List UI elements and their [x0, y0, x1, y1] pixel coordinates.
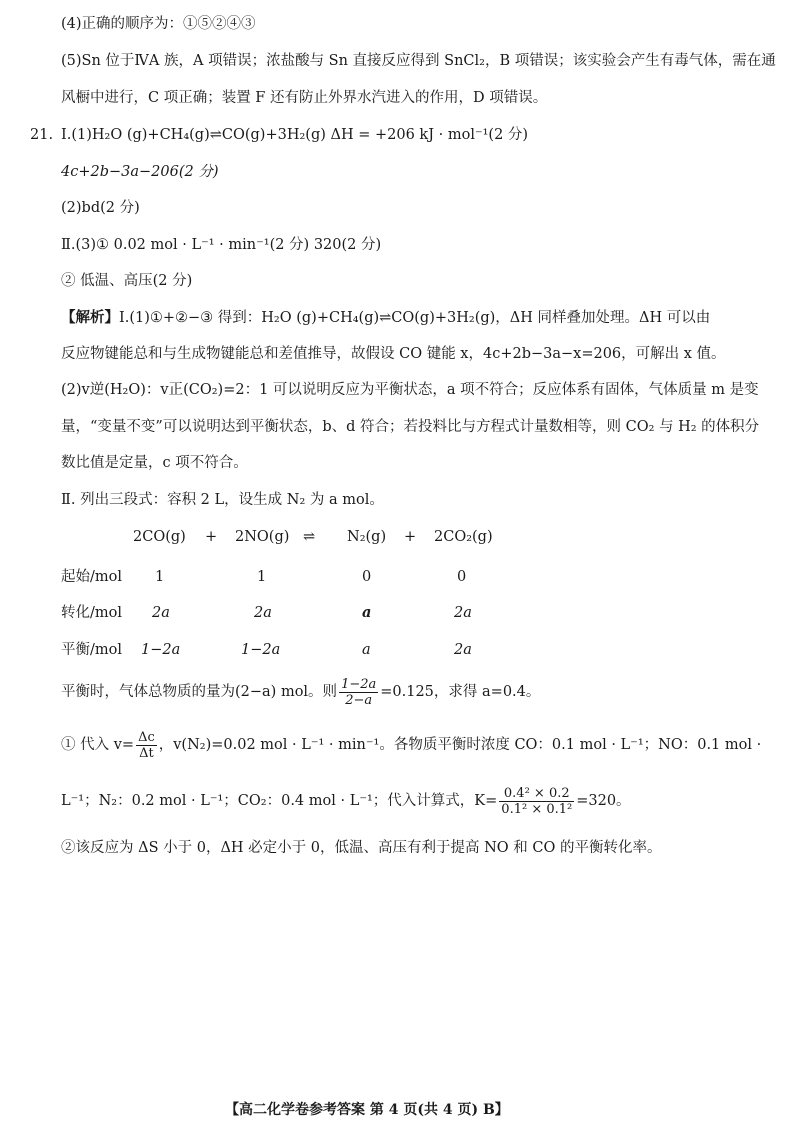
fraction-numerator: 0.4² × 0.2: [499, 786, 574, 802]
fraction-denominator: 0.1² × 0.1²: [501, 801, 573, 817]
q21-answer-4: Ⅱ.(3)① 0.02 mol · L⁻¹ · min⁻¹(2 分) 320(2 分): [61, 237, 382, 253]
table-row-label: 起始/mol: [61, 569, 123, 585]
table-cell: 2a: [454, 642, 472, 658]
equation-text: L⁻¹；N₂：0.2 mol · L⁻¹；CO₂：0.4 mol · L⁻¹；代入计算式，K=: [61, 793, 498, 809]
analysis-line-5: 数比值是定量，c 项不符合。: [61, 455, 248, 471]
table-cell: 0: [457, 569, 467, 585]
table-cell: 0: [362, 569, 372, 585]
q21-answer-1: Ⅰ.(1)H₂O (g)+CH₄(g)⇌CO(g)+3H₂(g) ΔH = +206 kJ · mol⁻¹(2 分): [61, 127, 529, 143]
table-row-label: 平衡/mol: [61, 642, 123, 658]
fraction: [499, 786, 574, 817]
fraction-denominator: 2−a: [345, 692, 373, 708]
table-header-arrow: ⇌: [303, 529, 316, 545]
equation-text: 平衡时，气体总物质的量为(2−a) mol。则: [61, 684, 338, 700]
table-header-n2: N₂(g): [347, 529, 387, 545]
table-cell: 2a: [254, 605, 272, 621]
fraction: [136, 730, 157, 761]
fraction-numerator: Δc: [138, 729, 155, 745]
table-header-plus-2: +: [404, 529, 417, 545]
equation-rate: [61, 725, 761, 765]
analysis-line-2: 反应物键能总和与生成物键能总和差值推导，故假设 CO 键能 x，4c+2b−3a−x=206，可解出 x 值。: [61, 346, 726, 362]
table-cell: a: [362, 642, 371, 658]
answer-4: (4)正确的顺序为：①⑤②④③: [61, 16, 256, 32]
table-cell: 2a: [152, 605, 170, 621]
table-cell: 2a: [454, 605, 472, 621]
question-21-number: 21.: [30, 127, 54, 143]
q21-answer-5: ② 低温、高压(2 分): [61, 273, 193, 289]
equation-text: ，v(N₂)=0.02 mol · L⁻¹ · min⁻¹。各物质平衡时浓度 CO：0.1 mol · L⁻¹；NO：0.1 mol ·: [158, 737, 762, 753]
page-footer: 【高二化学卷参考答案 第 4 页(共 4 页) B】: [225, 1102, 509, 1118]
equation-text: ① 代入 v=: [61, 737, 135, 753]
answer-5-line2: 风橱中进行，C 项正确；装置 F 还有防止外界水汽进入的作用，D 项错误。: [61, 90, 548, 106]
analysis-text-1: Ⅰ.(1)①+②−③ 得到：H₂O (g)+CH₄(g)⇌CO(g)+3H₂(g)，ΔH 同样叠加处理。ΔH 可以由: [119, 310, 711, 326]
analysis-final: ②该反应为 ΔS 小于 0，ΔH 必定小于 0，低温、高压有利于提高 NO 和 CO 的平衡转化率。: [61, 840, 662, 856]
analysis-line-3: (2)v逆(H₂O)：v正(CO₂)=2：1 可以说明反应为平衡状态，a 项不符合；反应体系有固体，气体质量 m 是变: [61, 382, 759, 398]
analysis-line-1: [61, 308, 710, 328]
table-header-co2: 2CO₂(g): [434, 529, 493, 545]
analysis-line-4: 量，“变量不变”可以说明达到平衡状态，b、d 符合；若投料比与方程式计量数相等，则 CO₂ 与 H₂ 的体积分: [61, 419, 760, 435]
table-cell: 1: [155, 569, 165, 585]
fraction: [339, 677, 378, 708]
table-cell: 1−2a: [241, 642, 281, 658]
answer-5-line1: (5)Sn 位于ⅣA 族，A 项错误；浓盐酸与 Sn 直接反应得到 SnCl₂，B 项错误；该实验会产生有毒气体，需在通: [61, 53, 776, 69]
table-cell: 1−2a: [141, 642, 181, 658]
table-header-plus-1: +: [205, 529, 218, 545]
equation-text: =0.125，求得 a=0.4。: [380, 684, 541, 700]
fraction-denominator: Δt: [139, 745, 154, 761]
q21-answer-3: (2)bd(2 分): [61, 200, 140, 216]
table-cell: 1: [257, 569, 267, 585]
table-header-co: 2CO(g): [133, 529, 186, 545]
equation-text: =320。: [576, 793, 631, 809]
equation-k: [61, 781, 631, 821]
analysis-tag: 【解析】: [61, 309, 119, 326]
equation-total-moles: [61, 672, 540, 712]
analysis-line-6: Ⅱ. 列出三段式：容积 2 L，设生成 N₂ 为 a mol。: [61, 492, 384, 508]
table-row-label: 转化/mol: [61, 605, 123, 621]
fraction-numerator: 1−2a: [341, 676, 377, 692]
table-cell: a: [362, 604, 372, 621]
q21-answer-2: 4c+2b−3a−206(2 分): [61, 164, 219, 180]
table-header-no: 2NO(g): [235, 529, 290, 545]
